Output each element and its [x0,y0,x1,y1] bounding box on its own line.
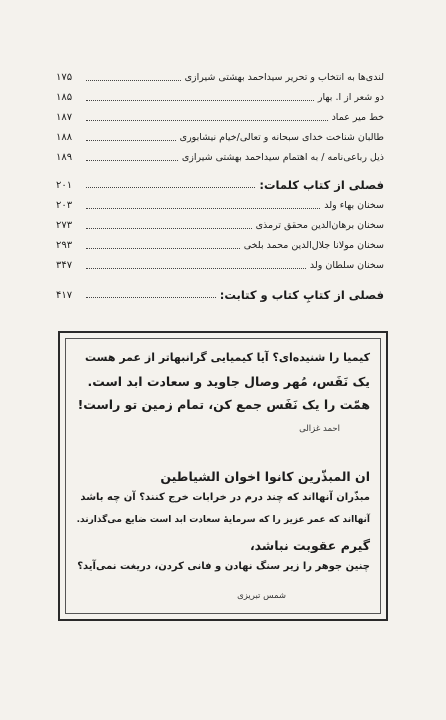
toc-entry[interactable] [56,236,384,252]
toc-entry[interactable] [56,108,384,124]
section-title: فصلی از کتاب کلمات: [259,178,384,192]
page-number: ۱۸۵ [56,92,73,103]
page-number: ۱۸۷ [56,112,73,123]
quote-line: ان المبذّرین کانوا اخوان الشیاطین [160,469,370,484]
quote-line: کیمیا را شنیده‌ای؟ آیا کیمیایی گرانبهاتر از عمر هست [85,351,370,364]
leader-dots [86,296,216,298]
quote-line: مبذّران آنهااند که چند درم در خرابات خرج کنند؟ آن چه باشد [80,492,370,503]
leader-dots [86,119,328,121]
toc-entry[interactable] [56,196,384,212]
toc-entry[interactable] [56,88,384,104]
page-number: ۲۷۳ [56,220,73,231]
quote-line: یک نَفَس، مُهر وصال جاوید و سعادت ابد است. [87,374,370,389]
quote-author: احمد غزالی [299,424,340,434]
page-number: ۲۹۳ [56,240,73,251]
leader-dots [86,159,178,161]
toc-entry[interactable] [56,216,384,232]
quote-author: شمس تبریزی [237,591,286,601]
section-title: فصلی از کتابِ کتاب و کتابت: [219,288,384,302]
page-number: ۳۴۷ [56,260,73,271]
toc-entry[interactable] [56,128,384,144]
leader-dots [86,267,306,269]
toc-section-heading[interactable] [56,176,384,192]
leader-dots [86,227,252,229]
quote-line: چنین جوهر را زیر سنگ نهادن و فانی کردن، دریغت نمی‌آید؟ [77,561,370,572]
quote-line: همّت را یک نَفَس جمع کن، تمام زمین تو راست! [77,397,370,412]
page-number: ۱۷۵ [56,72,73,83]
page-number: ۴۱۷ [56,290,73,301]
leader-dots [86,99,314,101]
leader-dots [86,207,320,209]
entry-title: دو شعر از ا. بهار [317,92,384,103]
entry-title: سخنان سلطان ولد [309,260,384,271]
leader-dots [86,139,176,141]
quote-box [58,331,388,621]
page-number: ۱۸۹ [56,152,73,163]
toc-entry[interactable] [56,68,384,84]
entry-title: سخنان برهان‌الدین محقق ترمذی [255,220,384,231]
entry-title: سخنان بهاء ولد [324,200,384,211]
page-number: ۲۰۳ [56,200,73,211]
entry-title: طالبان شناخت خدای سبحانه و تعالی/خیام نیشابوری [179,132,384,143]
page-number: ۲۰۱ [56,180,73,191]
entry-title: ذیل رباعی‌نامه / به اهتمام سیداحمد بهشتی شیرازی [181,152,384,163]
entry-title: لندی‌ها به انتخاب و تحریر سیداحمد بهشتی شیرازی [184,72,384,83]
entry-title: سخنان مولانا جلال‌الدین محمد بلخی [243,240,384,251]
toc-section-heading[interactable] [56,286,384,302]
entry-title: خط میر عماد [331,112,384,123]
leader-dots [86,186,255,188]
leader-dots [86,79,181,81]
quote-line: گیرم عقوبت نباشد، [249,538,370,553]
leader-dots [86,247,240,249]
page-number: ۱۸۸ [56,132,73,143]
toc-entry[interactable] [56,256,384,272]
toc-entry[interactable] [56,148,384,164]
quote-line: آنهااند که عمر عزیز را که سرمایهٔ سعادت ابد است ضایع می‌گذارند. [76,515,370,525]
